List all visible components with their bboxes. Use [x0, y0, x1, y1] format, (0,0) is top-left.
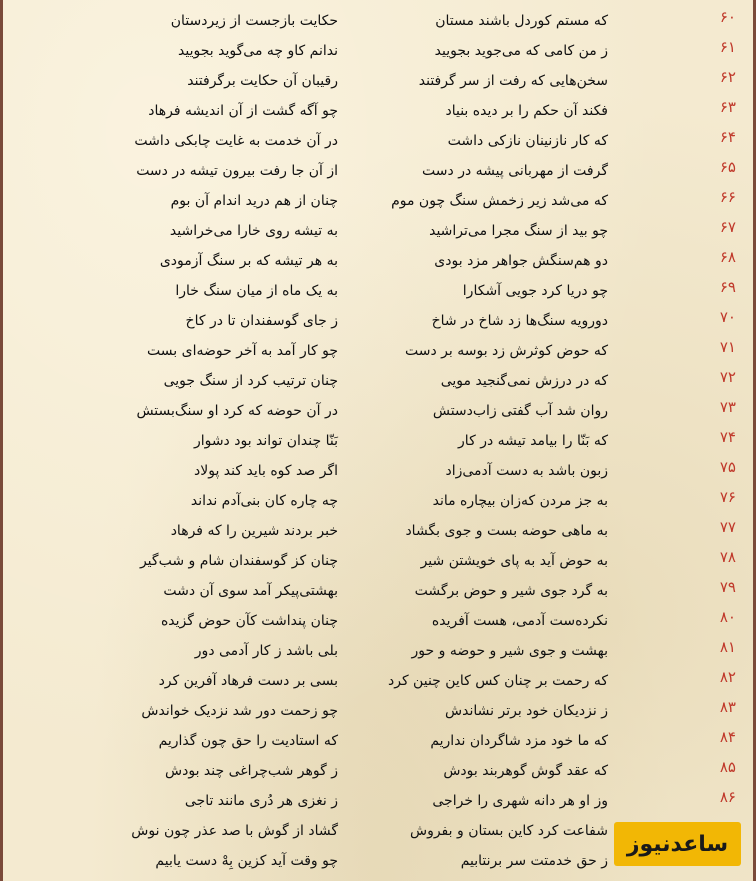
verse-row: [0, 366, 756, 396]
verse-first-hemistich: به تیشه روی خارا می‌خراشید: [169, 223, 338, 239]
verse-number: ۶۳: [719, 98, 736, 116]
verse-number: ۶۶: [719, 188, 736, 206]
verse-first-hemistich: چنان از هم درید اندام آن بوم: [170, 193, 338, 209]
verse-first-hemistich: چنان پنداشت کآن حوض گزیده: [160, 613, 338, 629]
verse-number: ۶۹: [719, 278, 736, 296]
verse-row: [0, 456, 756, 486]
verse-first-hemistich: بسی بر دست فرهاد آفرین کرد: [158, 673, 338, 689]
verse-first-hemistich: بهشتی‌پیکر آمد سوی آن دشت: [163, 583, 338, 599]
verse-first-hemistich: گشاد از گوش با صد عذر چون نوش: [131, 823, 338, 839]
verse-first-hemistich: چه چاره کان بنی‌آدم نداند: [190, 493, 338, 509]
verse-row: [0, 396, 756, 426]
verse-second-hemistich: که رحمت بر چنان کس کاین چنین کرد: [387, 673, 608, 689]
verse-second-hemistich: که عقد گوش گوهربند بودش: [443, 763, 608, 779]
verse-row: [0, 696, 756, 726]
verse-second-hemistich: که می‌شد زیر زخمش سنگ چون موم: [391, 193, 608, 209]
verse-row: [0, 726, 756, 756]
verse-first-hemistich: اگر صد کوه باید کند پولاد: [194, 463, 338, 479]
verse-number: ۷۴: [719, 428, 736, 446]
verse-first-hemistich: ندانم کاو چه می‌گوید بجویید: [178, 43, 338, 59]
verse-row: [0, 756, 756, 786]
verse-second-hemistich: به گرد جوی شیر و حوض برگشت: [414, 583, 608, 599]
verse-row: [0, 6, 756, 36]
verse-number: ۷۵: [719, 458, 736, 476]
verse-second-hemistich: گرفت از مهربانی پیشه در دست: [422, 163, 608, 179]
verse-number: ۷۶: [719, 488, 736, 506]
verse-number: ۸۱: [719, 638, 736, 656]
verse-first-hemistich: چو وقت آید کزین بِهْ دست یابیم: [155, 853, 338, 869]
verse-second-hemistich: که حوض کوثرش زد بوسه بر دست: [405, 343, 608, 359]
verse-row: [0, 546, 756, 576]
verse-first-hemistich: چو آگه گشت از آن اندیشه فرهاد: [148, 103, 338, 119]
verse-number: ۶۷: [719, 218, 736, 236]
verse-row: [0, 246, 756, 276]
verse-number: ۷۳: [719, 398, 736, 416]
verse-first-hemistich: خبر بردند شیرین را که فرهاد: [170, 523, 338, 539]
verse-second-hemistich: که ما خود مزد شاگردان نداریم: [430, 733, 608, 749]
verse-number: ۶۰: [719, 8, 736, 26]
verse-number: ۷۲: [719, 368, 736, 386]
verse-first-hemistich: به هر تیشه که بر سنگ آزمودی: [159, 253, 338, 269]
verse-row: [0, 186, 756, 216]
verse-second-hemistich: زبون باشد به دست آدمی‌زاد: [445, 463, 608, 479]
verse-first-hemistich: ز گوهر شب‌چراغی چند بودش: [165, 763, 338, 779]
verse-first-hemistich: ز نغزی هر دُری مانند تاجی: [184, 793, 338, 809]
verse-row: [0, 36, 756, 66]
verse-first-hemistich: که استادیت را حق چون گذاریم: [158, 733, 338, 749]
verse-row: [0, 306, 756, 336]
verse-second-hemistich: به ماهی حوضه بست و جوی بگشاد: [405, 523, 608, 539]
verse-second-hemistich: شفاعت کرد کاین بستان و بفروش: [409, 823, 608, 839]
verse-number: ۸۲: [719, 668, 736, 686]
verse-first-hemistich: در آن حوضه که کرد او سنگ‌بستش: [136, 403, 338, 419]
verse-row: [0, 276, 756, 306]
verse-second-hemistich: روان شد آب گفتی زاب‌دستش: [432, 403, 608, 419]
verse-number: ۸۳: [719, 698, 736, 716]
verse-row: [0, 666, 756, 696]
site-logo[interactable]: [614, 822, 741, 866]
verse-number: ۶۵: [719, 158, 736, 176]
verse-second-hemistich: بهشت و جوی شیر و حوضه و حور: [411, 643, 608, 659]
verse-number: ۶۲: [719, 68, 736, 86]
verse-number: ۸۴: [719, 728, 736, 746]
verse-row: [0, 426, 756, 456]
verse-row: [0, 576, 756, 606]
verse-second-hemistich: ز من کامی که می‌جوید بجویید: [434, 43, 608, 59]
verse-row: [0, 96, 756, 126]
verse-second-hemistich: که بَنّا را بیامد تیشه در کار: [458, 433, 608, 449]
verse-number: ۸۶: [719, 788, 736, 806]
verse-first-hemistich: رقیبان آن حکایت برگرفتند: [187, 73, 338, 89]
verse-number: ۷۷: [719, 518, 736, 536]
verse-row: [0, 216, 756, 246]
verse-first-hemistich: چنان کز گوسفندان شام و شب‌گیر: [139, 553, 338, 569]
verse-row: [0, 786, 756, 816]
verse-row: [0, 636, 756, 666]
verse-first-hemistich: در آن خدمت به غایت چابکی داشت: [134, 133, 338, 149]
verse-first-hemistich: بَنّا چندان تواند بود دشوار: [193, 433, 338, 449]
verse-second-hemistich: دورویه سنگ‌ها زد شاخ در شاخ: [431, 313, 608, 329]
verse-second-hemistich: که مستم کوردل باشند مستان: [435, 13, 608, 29]
verse-first-hemistich: چو کار آمد به آخر حوضه‌ای بست: [147, 343, 338, 359]
verse-first-hemistich: چنان ترتیب کرد از سنگ جویی: [163, 373, 338, 389]
verse-first-hemistich: حکایت بازجست از زیردستان: [170, 13, 338, 29]
verse-first-hemistich: از آن جا رفت بیرون تیشه در دست: [136, 163, 338, 179]
verse-second-hemistich: به جز مردن که‌زان بیچاره ماند: [432, 493, 608, 509]
verse-row: [0, 516, 756, 546]
verse-first-hemistich: به یک ماه از میان سنگ خارا: [175, 283, 338, 299]
verse-second-hemistich: دو هم‌سنگش جواهر مزد بودی: [434, 253, 608, 269]
verse-number: ۷۰: [719, 308, 736, 326]
verse-second-hemistich: چو دریا کرد جویی آشکارا: [462, 283, 608, 299]
verse-number: ۶۴: [719, 128, 736, 146]
verse-second-hemistich: فکند آن حکم را بر دیده بنیاد: [445, 103, 608, 119]
verse-second-hemistich: ز نزدیکان خود برتر نشاندش: [445, 703, 608, 719]
verse-second-hemistich: نکرده‌ست آدمی، هست آفریده: [431, 613, 608, 629]
verse-row: [0, 156, 756, 186]
verse-number: ۸۵: [719, 758, 736, 776]
verse-row: [0, 606, 756, 636]
verse-row: [0, 126, 756, 156]
verse-second-hemistich: وز او هر دانه شهری را خراجی: [432, 793, 608, 809]
verse-second-hemistich: سخن‌هایی که رفت از سر گرفتند: [418, 73, 608, 89]
verse-number: ۶۱: [719, 38, 736, 56]
verse-first-hemistich: بلی باشد ز کار آدمی دور: [194, 643, 338, 659]
verse-number: ۷۸: [719, 548, 736, 566]
site-logo-text: ساعدنیوز: [626, 831, 729, 857]
verse-row: [0, 486, 756, 516]
verse-row: [0, 336, 756, 366]
verse-second-hemistich: ز حق خدمتت سر برنتابیم: [460, 853, 608, 869]
verse-second-hemistich: به حوض آید به پای خویشتن شیر: [420, 553, 608, 569]
verse-second-hemistich: چو بید از سنگ مجرا می‌تراشید: [429, 223, 608, 239]
verse-second-hemistich: که در درزش نمی‌گنجید مویی: [440, 373, 608, 389]
verse-second-hemistich: که کار نازنینان نازکی داشت: [447, 133, 608, 149]
verse-number: ۶۸: [719, 248, 736, 266]
verse-row: [0, 66, 756, 96]
verse-number: ۷۹: [719, 578, 736, 596]
verse-number: ۸۰: [719, 608, 736, 626]
verse-first-hemistich: چو زحمت دور شد نزدیک خواندش: [141, 703, 338, 719]
verse-first-hemistich: ز جای گوسفندان تا در کاخ: [185, 313, 338, 329]
verse-number: ۷۱: [719, 338, 736, 356]
